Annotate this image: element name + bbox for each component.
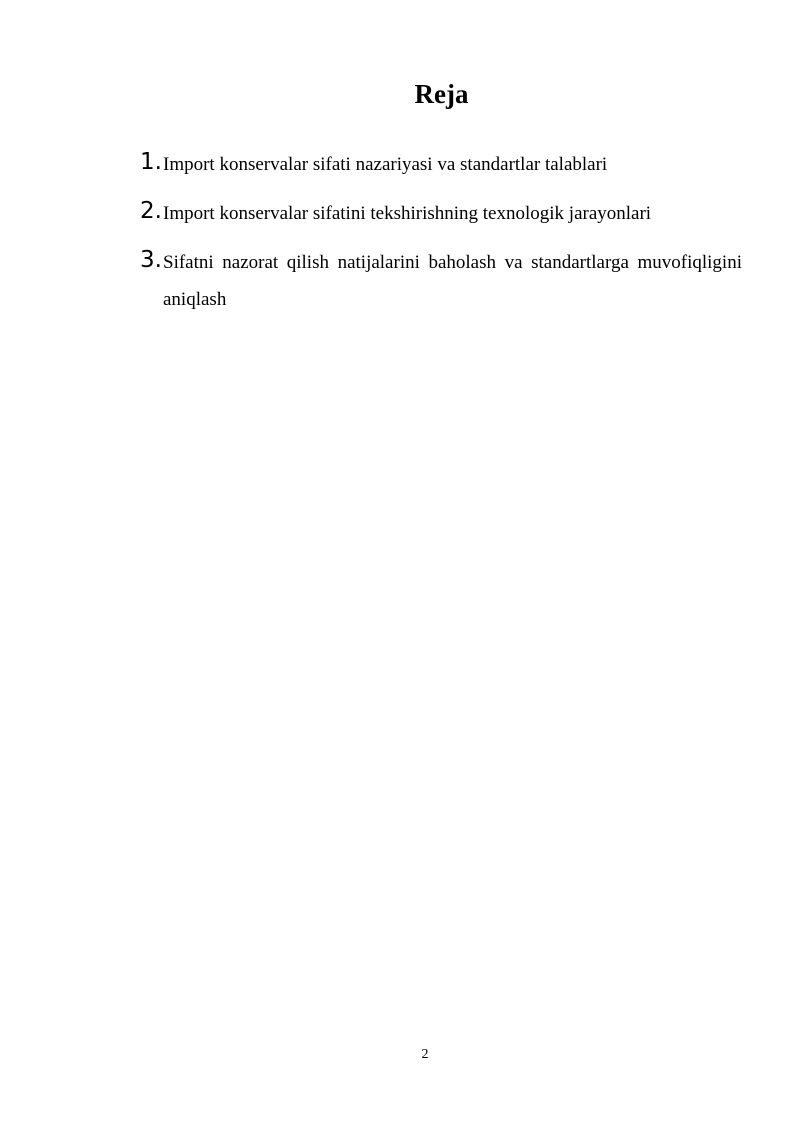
plan-item-text: Import konservalar sifati nazariyasi va standartlar talablari: [163, 154, 608, 175]
plan-item-number: 1.: [140, 149, 162, 175]
page-title: Reja: [414, 79, 469, 109]
plan-item-text: Import konservalar sifatini tekshirishning texnologik jarayonlari: [163, 203, 652, 224]
plan-item-3: [140, 244, 742, 318]
plan-item-1: [140, 146, 742, 183]
page-number: 2: [421, 1047, 429, 1062]
plan-item-text: Sifatni nazorat qilish natijalarini baholash va standartlarga muvofiqligini aniqlash: [163, 252, 742, 310]
plan-item-number: 2.: [140, 198, 162, 224]
plan-item-2: [140, 195, 742, 232]
plan-item-number: 3.: [140, 247, 162, 273]
plan-list: [140, 146, 742, 330]
